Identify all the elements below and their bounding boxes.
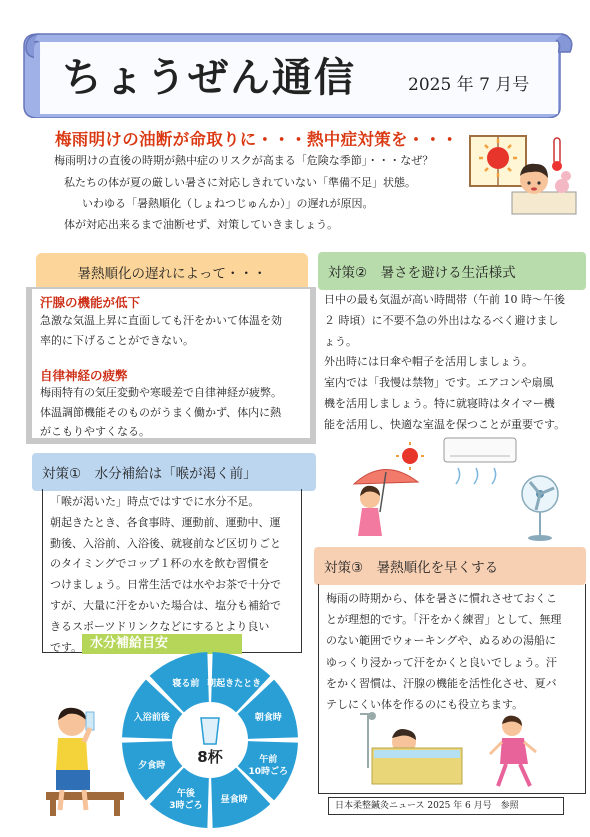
intro-line: 体が対応出来るまで油断せず、対策していきましょう。 xyxy=(64,218,339,231)
wheel-segment-label: 夕食時 xyxy=(138,761,166,772)
section1-text: 「喉が渇いた」時点ではすでに水分不足。 朝起きたとき、各食事時、運動前、運動中、運 動後、入浴前、入浴後、就寝前など区切りごと のタイミングでコップ１杯の水を飲む習慣を つけましょう。日常生活では水やお茶で十分で すが、大量に汗をかいた場合は、塩分も補給で きるスポーツドリンクなどにするとより良い です。 xyxy=(50,495,281,654)
wheel-segment-label: 10時ごろ xyxy=(248,767,288,778)
wheel-segment-label: 午前 xyxy=(259,755,278,766)
wheel-segment-label: 寝る前 xyxy=(172,678,200,689)
section1-header: 対策① 水分補給は「喉が渇く前」 xyxy=(32,453,316,491)
water-center-count: 8杯 xyxy=(197,748,223,766)
autonomic-nerve-text: 梅雨特有の気圧変動や寒暖差で自律神経が疲弊。 体温調節機能そのものがうまく働かず、体内に熱 がこもりやすくなる。 xyxy=(40,386,282,438)
water-guide-wheel xyxy=(115,650,305,830)
wheel-segment-label: 朝食時 xyxy=(254,712,282,723)
drinking-boy-illustration xyxy=(40,700,126,818)
autonomic-nerve-heading: 自律神経の疲弊 xyxy=(40,368,128,383)
wheel-segment-label: 朝起きたとき xyxy=(207,678,262,689)
intro-line: いわゆる「暑熱順化（しょねつじゅんか）」の遅れが原因。 xyxy=(82,197,374,210)
wheel-segment-label: 入浴前後 xyxy=(133,712,170,723)
intro-line: 梅雨明けの直後の時期が熱中症のリスクが高まる「危険な季節」・・・なぜ？ xyxy=(54,154,434,167)
source-note: 日本柔整鍼灸ニュース 2025 年 6 月号 参照 xyxy=(328,797,564,815)
intro-line: 私たちの体が夏の厳しい暑さに対応しきれていない「準備不足」状態。 xyxy=(64,176,416,189)
headline: 梅雨明けの油断が命取りに・・・熱中症対策を・・・ xyxy=(55,130,459,149)
cooling-illustration xyxy=(340,436,580,544)
section3-text: 梅雨の時期から、体を暑さに慣れさせておくこ とが理想的です。「汗をかく練習」として、無理 のない範囲でウォーキングや、ぬるめの湯船に ゆっくり浸かって汗をかくと良いでしょう。汗 をかく習慣は、汗腺の機能を活性化させ、夏バ テしにくい体を作るのにも役立ちます。 xyxy=(326,592,562,712)
wheel-segment-label: 午後 xyxy=(176,789,195,800)
water-guide-title: 水分補給目安 xyxy=(82,634,242,654)
section2-text: 日中の最も気温が高い時間帯（午前 10 時～午後 ２ 時頃）に不要不急の外出はなるべく避けまし ょう。 外出時には日傘や帽子を活用しましょう。 室内では「我慢は禁物」です。エアコンや扇風 機を活用しましょう。特に就寝時はタイマー機 能を活用し、快適な室温を保つことが重要です。 xyxy=(324,293,566,431)
newsletter-title: ちょうぜん通信 xyxy=(62,55,356,101)
sweat-gland-text: 急激な気温上昇に直面しても汗をかいて体温を効 率的に下げることができない。 xyxy=(40,314,282,347)
sweat-gland-heading: 汗腺の機能が低下 xyxy=(40,295,141,310)
wheel-segment-label: 3時ごろ xyxy=(169,801,203,812)
section2-header: 対策② 暑さを避ける生活様式 xyxy=(318,252,586,290)
wheel-segment-label: 昼食時 xyxy=(220,795,248,806)
heatstroke-illustration xyxy=(462,130,580,222)
issue-date: 2025 年 7 月号 xyxy=(408,75,530,95)
delay-section-header: 暑熱順化の遅れによって・・・ xyxy=(36,253,308,291)
section3-header: 対策③ 暑熱順化を早くする xyxy=(314,547,586,585)
bath-walking-illustration xyxy=(352,708,552,790)
